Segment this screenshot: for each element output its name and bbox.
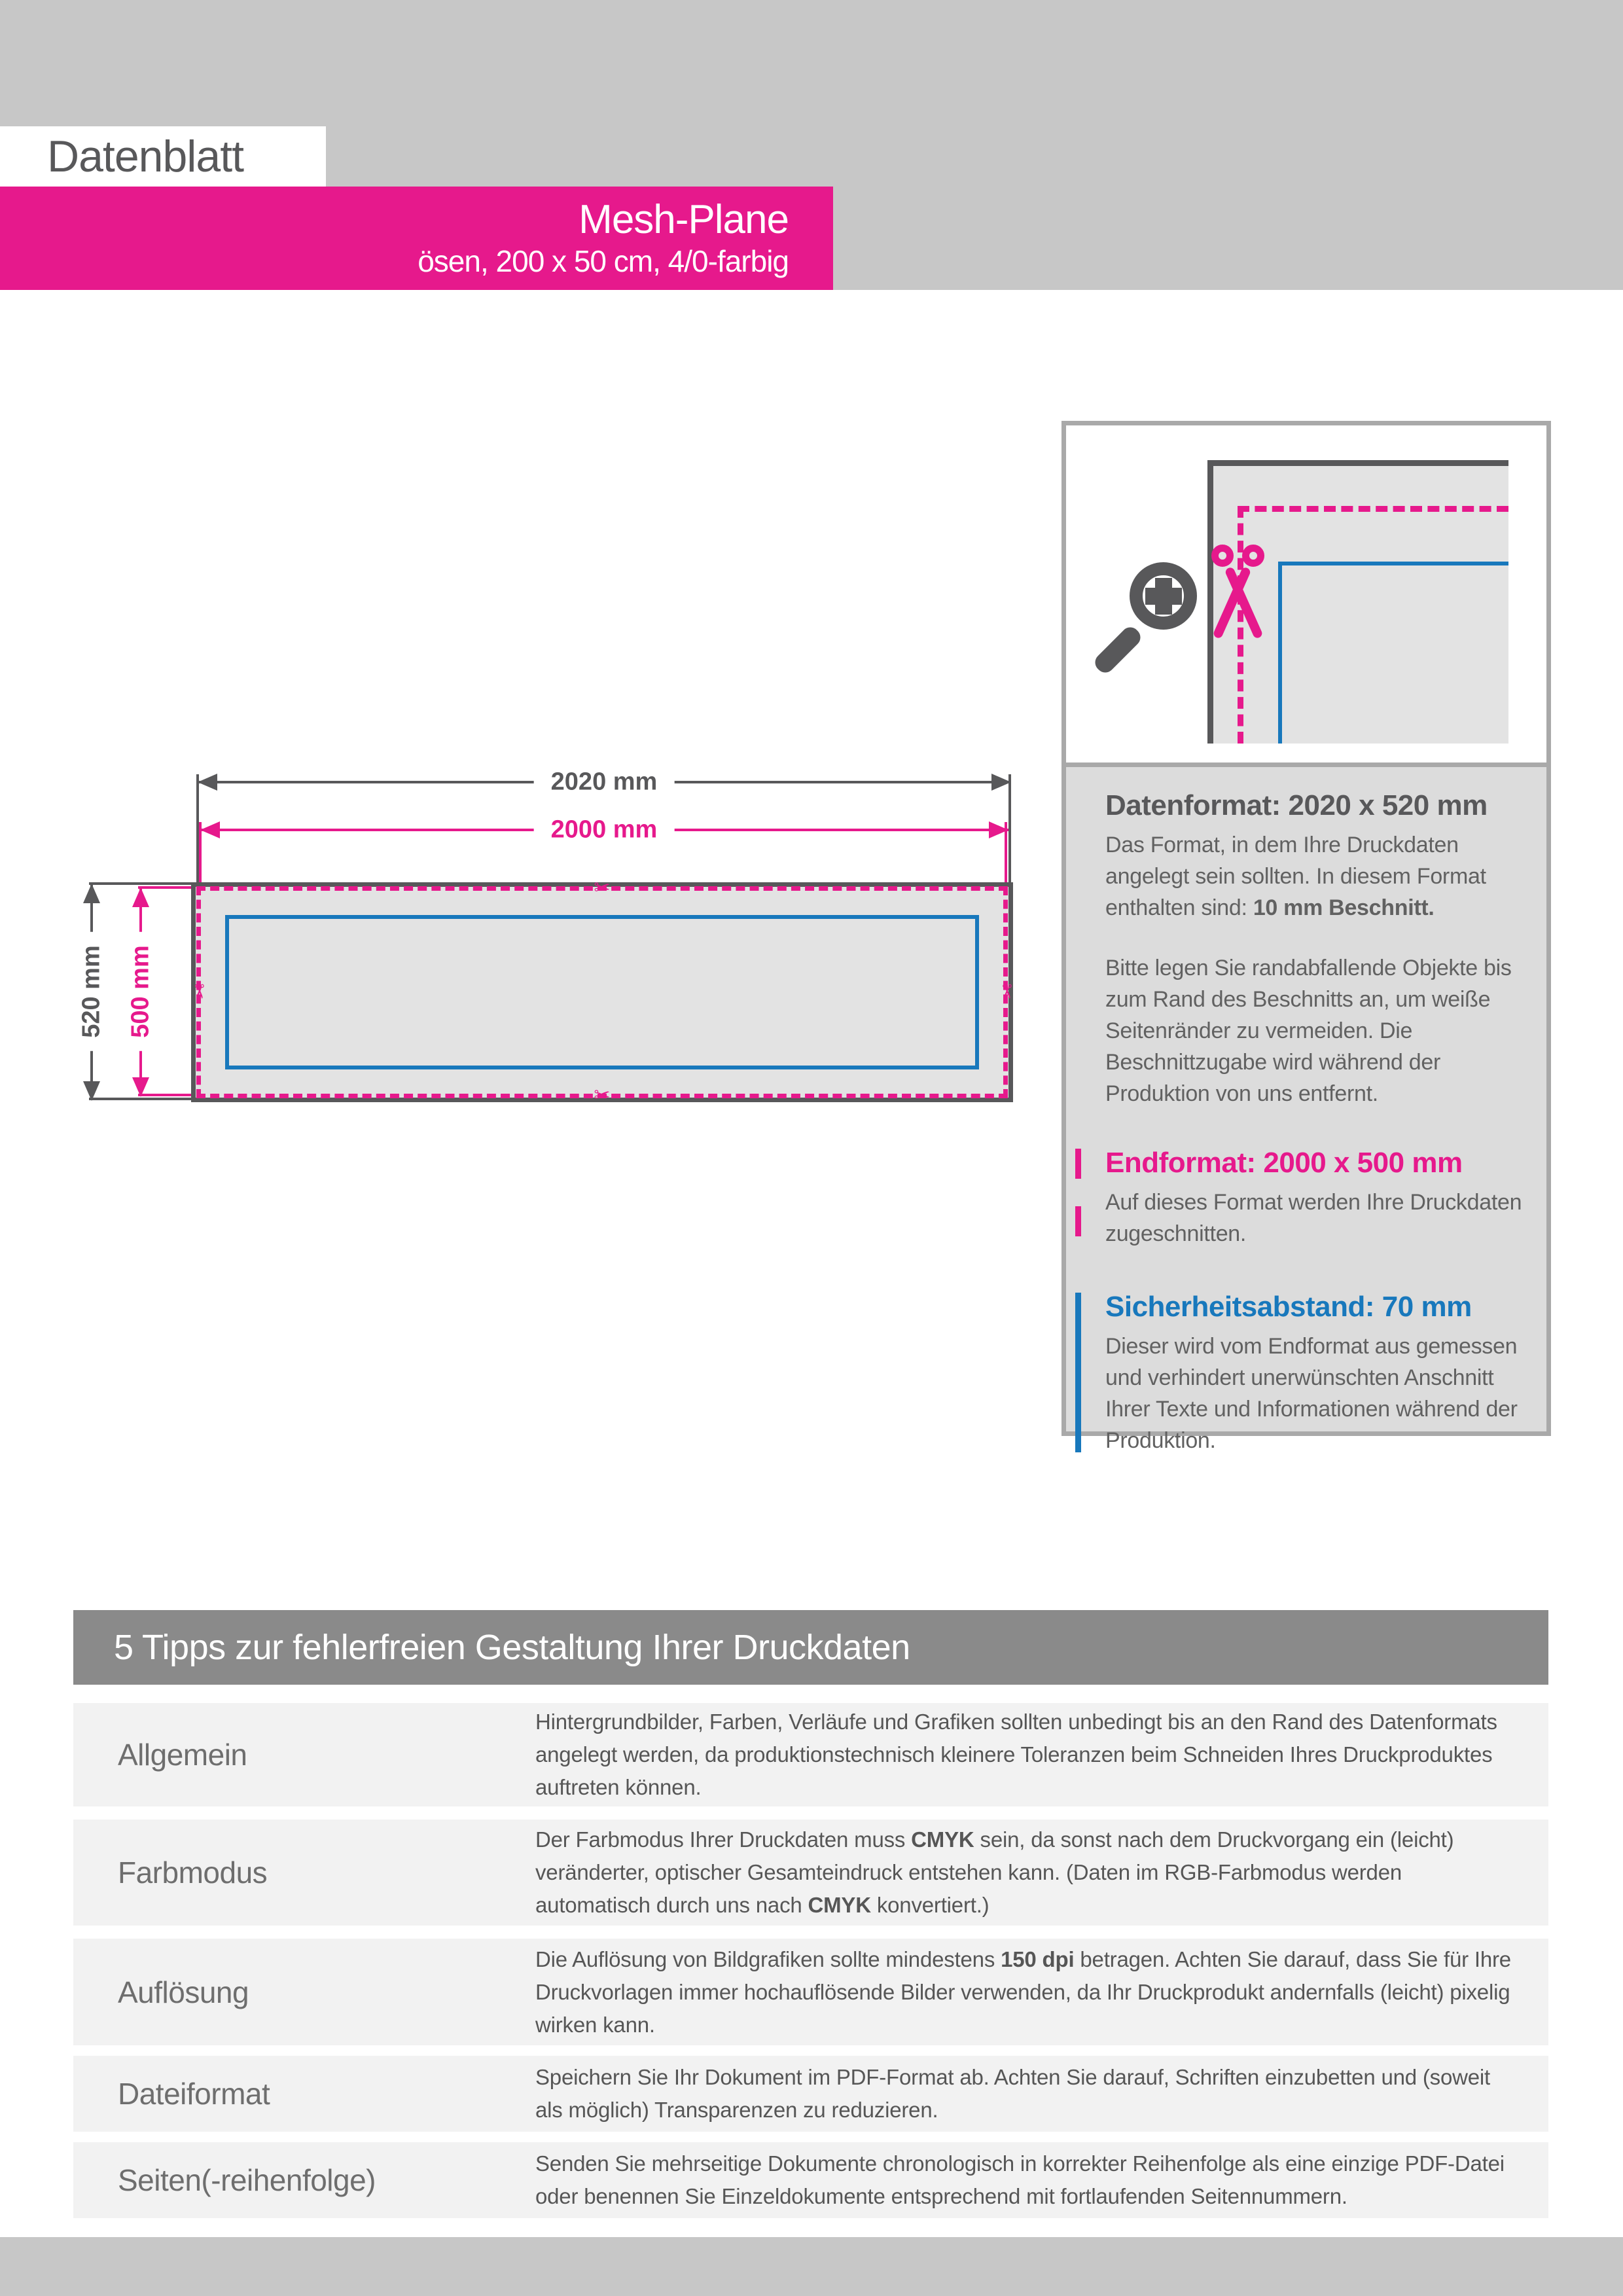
doc-label-box: [0, 126, 326, 187]
tip-label: Dateiformat: [118, 2077, 270, 2111]
extension-line: [1008, 774, 1011, 885]
section-datenformat: [1105, 789, 1523, 1109]
arrow-left-icon: [198, 774, 217, 791]
cut-mark-icon: ✂: [995, 983, 1017, 1000]
tip-body: Speichern Sie Ihr Dokument im PDF-Format ab. Achten Sie darauf, Schriften einzubetten und (soweit als möglich) Transparenzen zu reduzieren.: [535, 2065, 1490, 2122]
section-endformat: [1105, 1146, 1523, 1249]
cut-mark-icon: ✂: [188, 983, 209, 1000]
doc-label: Datenblatt: [47, 132, 243, 181]
section-sicherheitsabstand: [1105, 1290, 1523, 1456]
safety-margin-rect: [225, 915, 979, 1069]
sicherheitsabstand-heading: Sicherheitsabstand: 70 mm: [1105, 1291, 1472, 1323]
endformat-body: Auf dieses Format werden Ihre Druckdaten zugeschnitten.: [1105, 1190, 1522, 1246]
tip-row-dateiformat: [73, 2056, 1548, 2132]
tip-body: Hintergrundbilder, Farben, Verläufe und Grafiken sollten unbedingt bis an den Rand des Datenformats angelegt werden, da produktionstechnisch kleinere Toleranzen beim Schneiden Ihres Druckproduktes auftreten können.: [535, 1710, 1497, 1799]
tip-label: Auflösung: [118, 1975, 249, 2009]
tip-body: Der Farbmodus Ihrer Druckdaten muss CMYK sein, da sonst nach dem Druckvorgang ein (leicht) veränderter, optischer Gesamteindruck entstehen kann. (Daten im RGB-Farbmodus werden automatisch durch uns nach CMYK konvertiert.): [535, 1827, 1454, 1917]
tip-row-aufloesung: [73, 1939, 1548, 2045]
tip-body: Die Auflösung von Bildgrafiken sollte mindestens 150 dpi betragen. Achten Sie darauf, dass Sie für Ihre Druckvorlagen immer hochauflösende Bilder verwenden, da Ihr Druckprodukt andernfalls (leicht) pixelig wirken kann.: [535, 1946, 1511, 2037]
arrow-up-icon: [83, 884, 100, 903]
detail-bleed-line: [1238, 506, 1508, 512]
scissors-icon: [1205, 545, 1271, 643]
endformat-heading: Endformat: 2000 x 500 mm: [1105, 1147, 1463, 1179]
arrow-down-icon: [132, 1077, 149, 1097]
detail-safety-line: [1278, 562, 1508, 565]
datenformat-para2: Bitte legen Sie randabfallende Objekte bis zum Rand des Beschnitts an, um weiße Seitenränder zu vermeiden. Die Beschnittzugabe wird während der Produktion von uns entfernt.: [1105, 956, 1512, 1106]
arrow-down-icon: [83, 1081, 100, 1101]
tips-banner: [73, 1610, 1548, 1685]
dim-label-2020: 2020 mm: [534, 766, 675, 799]
tip-label: Allgemein: [118, 1738, 247, 1772]
extension-line: [1005, 822, 1007, 890]
extension-line: [89, 1098, 194, 1100]
product-banner: [0, 187, 833, 290]
footer-gray-block: [0, 2237, 1623, 2296]
tip-body: Senden Sie mehrseitige Dokumente chronologisch in korrekter Reihenfolge als eine einzige PDF-Datei oder benennen Sie Einzeldokumente entsprechend mit fortlaufenden Seitennummern.: [535, 2151, 1505, 2208]
extension-line: [199, 822, 202, 890]
tip-label: Farbmodus: [118, 1856, 268, 1890]
cut-mark-icon: ✂: [594, 877, 611, 899]
extension-line: [89, 882, 194, 885]
tip-row-allgemein: [73, 1703, 1548, 1806]
tip-label: Seiten(-reihenfolge): [118, 2163, 376, 2197]
product-title: Mesh-Plane: [579, 197, 789, 242]
detail-safety-line: [1278, 562, 1282, 744]
tips-banner-title: 5 Tipps zur fehlerfreien Gestaltung Ihrer Druckdaten: [114, 1628, 910, 1667]
sicherheitsabstand-body: Dieser wird vom Endformat aus gemessen und verhindert unerwünschten Anschnitt Ihrer Texte und Informationen während der Produktion.: [1105, 1334, 1518, 1453]
dim-label-520: 520 mm: [75, 932, 109, 1051]
dim-label-2000: 2000 mm: [534, 814, 675, 847]
product-subtitle: ösen, 200 x 50 cm, 4/0-farbig: [418, 244, 789, 278]
datenformat-para1: Das Format, in dem Ihre Druckdaten angelegt sein sollten. In diesem Format enthalten sind: 10 mm Beschnitt.: [1105, 833, 1486, 920]
sicherheitsabstand-bar: [1075, 1293, 1081, 1452]
corner-detail-view: [1066, 425, 1546, 767]
dim-label-500: 500 mm: [124, 932, 158, 1051]
info-panel-text: [1066, 772, 1546, 1453]
datenformat-heading: Datenformat: 2020 x 520 mm: [1105, 789, 1488, 821]
info-panel: [1061, 421, 1551, 1453]
cut-mark-icon: ✂: [594, 1085, 611, 1106]
arrow-left-icon: [200, 821, 220, 838]
endformat-bar: [1075, 1149, 1081, 1246]
tip-row-farbmodus: [73, 1820, 1548, 1926]
tip-row-seitenreihenfolge: [73, 2142, 1548, 2218]
arrow-up-icon: [132, 888, 149, 907]
